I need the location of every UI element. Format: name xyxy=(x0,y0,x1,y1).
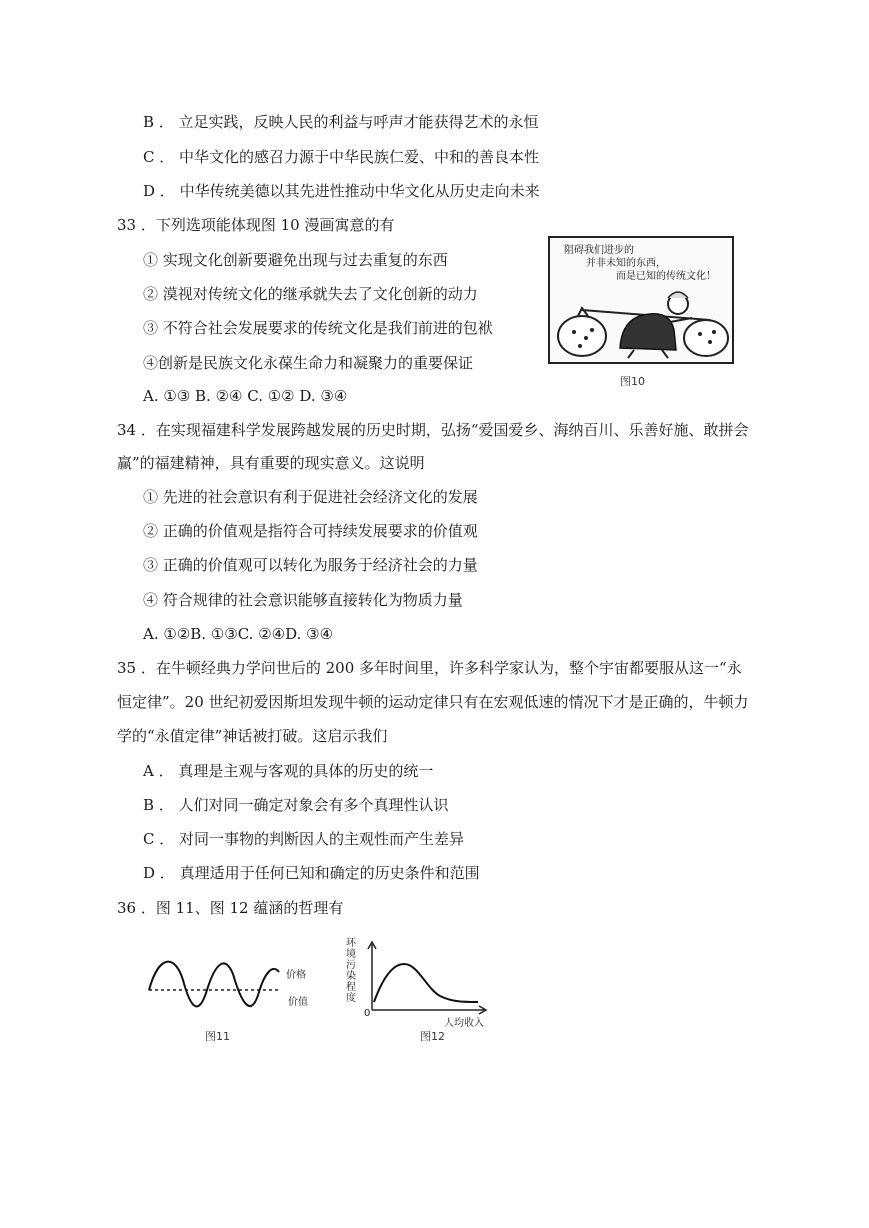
figure-10-caption: 图10 xyxy=(620,375,645,388)
q34-stem-line-2: 赢”的福建精神，具有重要的现实意义。这说明 xyxy=(117,454,425,472)
q35-stem-line-1: 35 ．在牛顿经典力学问世后的 200 多年时间里，许多科学家认为，整个宇宙都要服从这一“永 xyxy=(117,659,742,677)
figure-11-label-price: 价格 xyxy=(286,970,306,981)
q33-stem: 33 ．下列选项能体现图 10 漫画寓意的有 xyxy=(117,216,395,234)
q33-item-1: ① 实现文化创新要避免出现与过去重复的东西 xyxy=(143,251,448,269)
q34-item-2: ② 正确的价值观是指符合可持续发展要求的价值观 xyxy=(143,522,478,540)
cartoon-drawing xyxy=(550,238,732,362)
figure-11-caption: 图11 xyxy=(205,1030,230,1043)
figure-11-graph xyxy=(145,950,285,1022)
q36-stem: 36 ．图 11、图 12 蕴涵的哲理有 xyxy=(117,899,344,917)
q35-option-d: D ． 真理适用于任何已知和确定的历史条件和范围 xyxy=(143,864,480,882)
q34-item-1: ① 先进的社会意识有利于促进社会经济文化的发展 xyxy=(143,488,478,506)
q35-stem-line-3: 学的“永值定律”神话被打破。这启示我们 xyxy=(117,727,388,745)
q33-item-3: ③ 不符合社会发展要求的传统文化是我们前进的包袱 xyxy=(143,319,493,337)
q35-option-a: A ． 真理是主观与客观的具体的历史的统一 xyxy=(143,762,434,780)
figure-11-label-value: 价值 xyxy=(288,997,308,1008)
q35-option-b: B ． 人们对同一确定对象会有多个真理性认识 xyxy=(143,796,449,814)
q35-option-c: C ． 对同一事物的判断因人的主观性而产生差异 xyxy=(143,830,465,848)
q32-option-b: B ． 立足实践，反映人民的利益与呼声才能获得艺术的永恒 xyxy=(143,113,539,131)
figure-12-ylabel: 环 境 污 染 程 度 xyxy=(346,938,356,1004)
q34-stem-line-1: 34 ．在实现福建科学发展跨越发展的历史时期，弘扬“爱国爱乡、海纳百川、乐善好施、敢拼会 xyxy=(117,421,749,439)
cartoon-speech-line-2: 并非未知的东西， xyxy=(586,258,666,269)
q33-answers: A. ①③ B. ②④ C. ①② D. ③④ xyxy=(143,387,348,405)
figure-12-caption: 图12 xyxy=(420,1030,445,1043)
q34-answers: A. ①②B. ①③C. ②④D. ③④ xyxy=(143,625,334,643)
q33-item-2: ② 漠视对传统文化的继承就失去了文化创新的动力 xyxy=(143,285,478,303)
cartoon-speech-line-3: 而是已知的传统文化！ xyxy=(616,271,716,282)
cartoon-speech-line-1: 阻碍我们进步的 xyxy=(564,245,634,256)
q34-item-3: ③ 正确的价值观可以转化为服务于经济社会的力量 xyxy=(143,556,478,574)
figure-12-origin: 0 xyxy=(364,1008,371,1019)
figure-12-graph xyxy=(364,940,490,1016)
q32-option-c: C ． 中华文化的感召力源于中华民族仁爱、中和的善良本性 xyxy=(143,148,540,166)
figure-12-xlabel: 人均收入 xyxy=(444,1018,484,1029)
q33-item-4: ④创新是民族文化永葆生命力和凝聚力的重要保证 xyxy=(143,354,474,372)
figure-10-cartoon xyxy=(548,236,734,364)
q35-stem-line-2: 恒定律”。20 世纪初爱因斯坦发现牛顿的运动定律只有在宏观低速的情况下才是正确的，牛顿力 xyxy=(117,693,749,711)
q34-item-4: ④ 符合规律的社会意识能够直接转化为物质力量 xyxy=(143,591,463,609)
q32-option-d: D ． 中华传统美德以其先进性推动中华文化从历史走向未来 xyxy=(143,182,540,200)
